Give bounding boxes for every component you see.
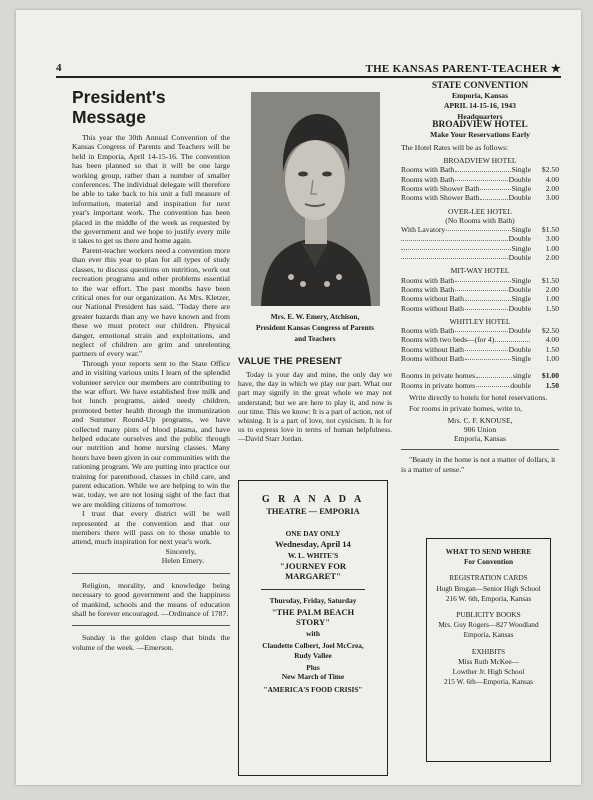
what-to-send-box (426, 538, 551, 762)
rate-kind: Double (508, 253, 531, 263)
hotel-name: MIT-WAY HOTEL (450, 266, 510, 276)
rate-row (401, 304, 559, 313)
ad-divider (261, 589, 365, 590)
leader-dots (495, 335, 530, 341)
granada-theatre-ad (238, 480, 388, 776)
rate-row (401, 276, 559, 285)
hotel-name: WHITLEY HOTEL (449, 316, 511, 326)
emerson-quote: Sunday is the golden clasp that binds the volume of the week. —Emerson. (72, 633, 230, 652)
leader-dots (465, 345, 508, 351)
rate-price: 3.00 (545, 193, 559, 203)
leader-dots (455, 326, 507, 332)
rate-price: 1.50 (545, 344, 559, 354)
message-paragraph-3: Through your reports sent to the State Office and in visiting various units I learn of the splendid volunteer service our members are contributing to the war effort. We have established free milk and hot lunch programs, aided needy children, promoted better health through the immunization and Summer Round-Up programs, we have collected many pints of blood plasma, and have helped educate ourselves and the public through our nutrition and home nursing classes. Many hours have been given in our communities with the rationing program. We are putting into practice our training for parenthood, classes in child care, and parent education. While we are helping to win the war, today, we are not losing sight of the fact that we are molding citizens of tomorrow. (72, 358, 230, 509)
rate-kind: single (512, 371, 531, 381)
rate-row (401, 175, 559, 184)
rates-intro: The Hotel Rates will be as follows: (401, 142, 509, 152)
leader-dots (401, 234, 508, 240)
rate-row (401, 326, 559, 335)
exhibits-head: EXHIBITS (471, 646, 506, 656)
rate-desc: With Lavatory (401, 225, 446, 235)
rate-price: 2.00 (545, 253, 559, 263)
journal-title (365, 62, 561, 75)
publicity-line-2: Emporia, Kansas (463, 630, 514, 640)
exhibits-line-2: Lowther Jr. High School (452, 667, 525, 677)
headquarters-hotel: BROADVIEW HOTEL (432, 120, 528, 131)
film-title-1: "JOURNEY FOR (279, 561, 347, 572)
rate-kind: Double (508, 326, 531, 336)
send-sub: For Convention (463, 557, 514, 567)
march-of-time: New March of Time (281, 672, 345, 682)
rate-kind: Single (511, 183, 531, 193)
journal-title-text: THE KANSAS PARENT-TEACHER (365, 63, 548, 75)
rate-price: 1.50 (545, 303, 559, 313)
rate-kind: Single (511, 243, 531, 253)
showing-date: Wednesday, April 14 (275, 538, 351, 549)
rate-desc: Rooms in private homes (401, 371, 476, 381)
caption-line: Mrs. E. W. Emery, Atchison, (270, 312, 360, 321)
exhibits-line-1: Miss Ruth McKee— (458, 656, 519, 666)
rate-row (401, 225, 559, 234)
leader-dots (455, 175, 507, 181)
rate-row (401, 345, 559, 354)
rate-price: 1.00 (545, 243, 559, 253)
leader-dots (480, 184, 510, 190)
film-title-1b: MARGARET" (285, 570, 341, 581)
theatre-name: G R A N A D A (261, 494, 365, 505)
registration-head: REGISTRATION CARDS (449, 573, 528, 583)
presidents-message-title: President's Message (72, 87, 166, 127)
rate-row (401, 234, 559, 243)
rate-kind: Double (508, 193, 531, 203)
private-homes-list (401, 371, 559, 390)
leader-dots (455, 276, 510, 282)
rate-price: 1.50 (545, 380, 559, 390)
registration-line-2: 216 W. 6th, Emporia, Kansas (445, 593, 532, 603)
rate-kind: Single (511, 225, 531, 235)
rate-price: 1.00 (545, 354, 559, 364)
page-header (56, 62, 561, 76)
theatre-sub: THEATRE — EMPORIA (266, 507, 360, 517)
rate-kind: Single (511, 294, 531, 304)
rate-kind: Double (508, 344, 531, 354)
rate-desc: Rooms without Bath (401, 344, 464, 354)
rate-price: 2.00 (545, 284, 559, 294)
rate-kind: Double (508, 234, 531, 244)
divider (72, 625, 230, 626)
rate-row (401, 285, 559, 294)
leader-dots (455, 165, 510, 171)
leader-dots (476, 381, 509, 387)
film-title-2b: STORY" (296, 616, 330, 627)
value-present-text: Today is your day and mine, the only day we have, the day in which we play our part. What our part may signify in the great whole we may not understand; but we are here to play it, and now is our time. This we know: It is a part of action, not of whining. It is a part of love, not cynicism. It is for us to express love in terms of human helpfulness. —David Starr Jordan. (238, 370, 392, 444)
message-paragraph-1: This year the 30th Annual Convention of the Kansas Congress of Parents and Teachers will be held in Emporia, April 14-15-16. The convention has been planned so that it will be one large working group, rather than a number of smaller conferences. The individual delegate will therefore be able to take back to his unit a full measure of information, material and inspiration for next year's important work. The convention has been placed in the middle of the week as requested by the government and we hope to justify every mile it takes to get us there and home again. (72, 133, 230, 246)
convention-dates: APRIL 14-15-16, 1943 (444, 100, 516, 110)
presidents-message (72, 83, 230, 652)
rate-price: 2.00 (545, 183, 559, 193)
film-title-2: "THE PALM BEACH (271, 607, 355, 618)
rate-price: 4.00 (545, 174, 559, 184)
rate-price: $1.50 (541, 275, 559, 285)
header-rule (56, 76, 561, 78)
rate-kind: Double (508, 284, 531, 294)
contact-city: Emporia, Kansas (454, 434, 506, 444)
portrait-photo (251, 92, 380, 306)
state-convention (401, 82, 559, 474)
value-the-present (238, 356, 392, 444)
presenter: W. L. WHITE'S (287, 551, 339, 561)
rate-row (401, 253, 559, 262)
reservation-note: Make Your Reservations Early (430, 130, 530, 140)
ordinance-quote: Religion, morality, and knowledge being necessary to good government and the happiness of mankind, schools and the means of education shall be forever encouraged. —Ordinance of 1787. (72, 580, 230, 618)
rate-desc: Rooms with two beds—(for 4) (401, 335, 495, 345)
leader-dots (476, 371, 512, 377)
value-present-title: VALUE THE PRESENT (238, 356, 343, 367)
send-title: WHAT TO SEND WHERE (445, 547, 532, 556)
rate-price: $1.50 (541, 225, 559, 235)
star-icon: ★ (550, 63, 561, 75)
rate-price: 3.00 (545, 234, 559, 244)
message-paragraph-4: I trust that every district will be well represented at the convention and that our members there will pass on to those unable to attend, much inspiration for next year's work. (72, 509, 230, 547)
rate-desc: Rooms with Bath (401, 165, 455, 175)
publicity-head: PUBLICITY BOOKS (456, 610, 521, 620)
rate-kind: Single (511, 275, 531, 285)
rate-row (401, 335, 559, 344)
rate-row (401, 381, 559, 390)
contact-address: 906 Union (463, 424, 497, 434)
closing: Sincerely, (165, 546, 196, 556)
rate-kind: Single (511, 354, 531, 364)
leader-dots (465, 304, 508, 310)
caption-line: and Teachers (294, 334, 336, 343)
rate-price: 4.00 (545, 335, 559, 345)
hotel-name: BROADVIEW HOTEL (443, 156, 517, 166)
leader-dots (446, 225, 510, 231)
hotel-note: (No Rooms with Bath) (445, 215, 515, 225)
leader-dots (480, 193, 507, 199)
rate-desc: Rooms without Bath (401, 303, 464, 313)
one-day-only: ONE DAY ONLY (285, 528, 341, 538)
food-crisis: "AMERICA'S FOOD CRISIS" (263, 685, 363, 695)
portrait-image (251, 92, 380, 306)
contact-name: Mrs. C. F. KNOUSE, (447, 415, 513, 425)
divider (401, 449, 559, 450)
cast-line-2: Rudy Vallee (294, 650, 332, 660)
rate-desc: Rooms in private homes (401, 380, 476, 390)
private-write: For rooms in private homes, write to, (409, 404, 523, 414)
plus-text: Plus (306, 662, 320, 672)
rate-desc: Rooms with Bath (401, 174, 455, 184)
rate-desc: Rooms with Bath (401, 326, 455, 336)
rate-kind: Double (508, 303, 531, 313)
rate-row (401, 193, 559, 202)
rate-desc: Rooms without Bath (401, 294, 464, 304)
leader-dots (465, 354, 511, 360)
exhibits-line-3: 215 W. 6th—Emporia, Kansas (444, 677, 533, 687)
headquarters-label: Headquarters (457, 111, 503, 121)
rate-kind: Double (508, 174, 531, 184)
leader-dots (401, 253, 508, 259)
rate-desc: Rooms with Bath (401, 275, 455, 285)
rate-desc: Rooms with Bath (401, 284, 455, 294)
leader-dots (401, 244, 511, 250)
publicity-line-1: Mrs. Guy Rogers—827 Woodland (438, 620, 539, 630)
divider (72, 573, 230, 574)
rate-kind: double (510, 380, 531, 390)
rate-kind: Single (511, 165, 531, 175)
convention-title: STATE CONVENTION (431, 81, 529, 91)
leader-dots (455, 285, 507, 291)
leader-dots (465, 294, 511, 300)
rate-desc: Rooms without Bath (401, 354, 464, 364)
rate-desc: Rooms with Shower Bath (401, 193, 480, 203)
rate-price: 1.00 (545, 294, 559, 304)
page-number: 4 (56, 62, 62, 74)
rate-row (401, 244, 559, 253)
convention-city: Emporia, Kansas (451, 91, 509, 101)
rate-row (401, 371, 559, 380)
rate-row (401, 165, 559, 174)
rate-price: $2.50 (541, 165, 559, 175)
write-direct: Write directly to hotels for hotel reservations. (409, 392, 548, 402)
with-text: with (306, 628, 320, 638)
rate-desc: Rooms with Shower Bath (401, 183, 480, 193)
rate-price: $1.00 (541, 371, 559, 381)
showing-dates-2: Thursday, Friday, Saturday (269, 596, 357, 606)
caption-line: President Kansas Congress of Parents (256, 323, 374, 332)
rate-row (401, 294, 559, 303)
rate-row (401, 184, 559, 193)
rate-price: $2.50 (541, 326, 559, 336)
beauty-quote: "Beauty in the home is not a matter of dollars, it is a matter of sense." (401, 455, 556, 474)
cast-line-1: Claudette Colbert, Joel McCrea, (262, 641, 364, 651)
rate-row (401, 354, 559, 363)
hotel-name: OVER-LEE HOTEL (448, 206, 512, 216)
hotel-list (401, 156, 559, 363)
photo-caption (240, 311, 390, 344)
message-paragraph-2: Parent-teacher workers need a convention more than ever this year to plan for all types of study classes, to discuss questions on nutrition, work out recreation programs and other problems essential to the war effort. The past months have been critical ones for our organization. As Mrs. Kletzer, our National President has said, "Today there are greater hazards than any we have known and from these we must protect our children. Physical danger, emotional strain and exploitations, and neglect of children are grim and unrelenting partners of every war." (72, 245, 230, 359)
registration-line-1: Hugh Brogan—Senior High School (436, 583, 541, 593)
signature: Helen Emery. (161, 556, 204, 566)
